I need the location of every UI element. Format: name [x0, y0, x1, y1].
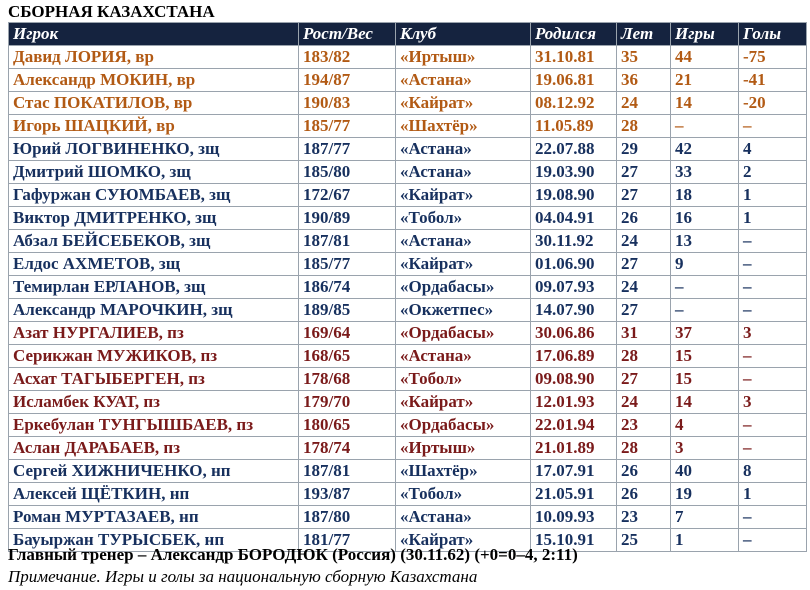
age-cell: 27 — [617, 368, 671, 391]
table-row — [9, 184, 807, 207]
birth-date-cell: 30.06.86 — [531, 322, 617, 345]
club-cell: «Кайрат» — [396, 529, 531, 552]
player-name-cell: Роман МУРТАЗАЕВ, нп — [9, 506, 299, 529]
player-name-cell: Гафуржан СУЮМБАЕВ, зщ — [9, 184, 299, 207]
height-weight-cell: 185/77 — [299, 253, 396, 276]
player-name-cell: Виктор ДМИТРЕНКО, зщ — [9, 207, 299, 230]
player-name-cell: Бауыржан ТУРЫСБЕК, нп — [9, 529, 299, 552]
age-cell: 27 — [617, 253, 671, 276]
height-weight-cell: 187/77 — [299, 138, 396, 161]
games-cell: 14 — [671, 391, 739, 414]
height-weight-cell: 185/77 — [299, 115, 396, 138]
birth-date-cell: 14.07.90 — [531, 299, 617, 322]
birth-date-cell: 31.10.81 — [531, 46, 617, 69]
table-row — [9, 230, 807, 253]
age-cell: 24 — [617, 92, 671, 115]
player-name-cell: Асхат ТАГЫБЕРГЕН, пз — [9, 368, 299, 391]
footnote: Примечание. Игры и голы за национальную сборную Казахстана — [8, 567, 478, 586]
player-name-cell: Стас ПОКАТИЛОВ, вр — [9, 92, 299, 115]
games-cell: 3 — [671, 437, 739, 460]
club-cell: «Астана» — [396, 345, 531, 368]
goals-cell: – — [739, 253, 807, 276]
height-weight-cell: 168/65 — [299, 345, 396, 368]
table-row — [9, 437, 807, 460]
height-weight-cell: 190/83 — [299, 92, 396, 115]
club-cell: «Иртыш» — [396, 46, 531, 69]
height-weight-cell: 179/70 — [299, 391, 396, 414]
birth-date-cell: 19.03.90 — [531, 161, 617, 184]
player-name-cell: Игорь ШАЦКИЙ, вр — [9, 115, 299, 138]
games-cell: 21 — [671, 69, 739, 92]
games-cell: 15 — [671, 345, 739, 368]
goals-cell: – — [739, 276, 807, 299]
table-row — [9, 483, 807, 506]
player-name-cell: Александр МОКИН, вр — [9, 69, 299, 92]
games-cell: – — [671, 276, 739, 299]
table-row — [9, 322, 807, 345]
age-cell: 23 — [617, 506, 671, 529]
table-row — [9, 368, 807, 391]
goals-cell: -20 — [739, 92, 807, 115]
games-cell: 9 — [671, 253, 739, 276]
birth-date-cell: 10.09.93 — [531, 506, 617, 529]
age-cell: 26 — [617, 207, 671, 230]
goals-cell: – — [739, 299, 807, 322]
header-club: Клуб — [396, 23, 531, 46]
birth-date-cell: 30.11.92 — [531, 230, 617, 253]
age-cell: 24 — [617, 391, 671, 414]
table-row — [9, 69, 807, 92]
birth-date-cell: 09.08.90 — [531, 368, 617, 391]
player-name-cell: Давид ЛОРИЯ, вр — [9, 46, 299, 69]
club-cell: «Тобол» — [396, 207, 531, 230]
table-row — [9, 253, 807, 276]
birth-date-cell: 22.01.94 — [531, 414, 617, 437]
table-header-row — [9, 23, 807, 46]
age-cell: 29 — [617, 138, 671, 161]
height-weight-cell: 172/67 — [299, 184, 396, 207]
goals-cell: 2 — [739, 161, 807, 184]
age-cell: 31 — [617, 322, 671, 345]
club-cell: «Иртыш» — [396, 437, 531, 460]
player-name-cell: Дмитрий ШОМКО, зщ — [9, 161, 299, 184]
birth-date-cell: 22.07.88 — [531, 138, 617, 161]
page-title: СБОРНАЯ КАЗАХСТАНА — [8, 2, 215, 21]
player-name-cell: Темирлан ЕРЛАНОВ, зщ — [9, 276, 299, 299]
birth-date-cell: 04.04.91 — [531, 207, 617, 230]
height-weight-cell: 178/74 — [299, 437, 396, 460]
age-cell: 28 — [617, 345, 671, 368]
club-cell: «Шахтёр» — [396, 115, 531, 138]
height-weight-cell: 181/77 — [299, 529, 396, 552]
games-cell: 18 — [671, 184, 739, 207]
club-cell: «Астана» — [396, 138, 531, 161]
table-row — [9, 161, 807, 184]
age-cell: 27 — [617, 299, 671, 322]
header-player: Игрок — [9, 23, 299, 46]
birth-date-cell: 15.10.91 — [531, 529, 617, 552]
table-row — [9, 345, 807, 368]
table-row — [9, 207, 807, 230]
goals-cell: 1 — [739, 184, 807, 207]
club-cell: «Астана» — [396, 69, 531, 92]
table-body — [9, 46, 807, 552]
goals-cell: – — [739, 529, 807, 552]
height-weight-cell: 190/89 — [299, 207, 396, 230]
games-cell: 4 — [671, 414, 739, 437]
goals-cell: 8 — [739, 460, 807, 483]
table-row — [9, 115, 807, 138]
games-cell: 44 — [671, 46, 739, 69]
club-cell: «Шахтёр» — [396, 460, 531, 483]
height-weight-cell: 194/87 — [299, 69, 396, 92]
height-weight-cell: 187/80 — [299, 506, 396, 529]
age-cell: 36 — [617, 69, 671, 92]
goals-cell: -75 — [739, 46, 807, 69]
table-row — [9, 391, 807, 414]
player-name-cell: Аслан ДАРАБАЕВ, пз — [9, 437, 299, 460]
games-cell: 40 — [671, 460, 739, 483]
player-name-cell: Серикжан МУЖИКОВ, пз — [9, 345, 299, 368]
age-cell: 27 — [617, 161, 671, 184]
goals-cell: – — [739, 506, 807, 529]
header-goals: Голы — [739, 23, 807, 46]
club-cell: «Ордабасы» — [396, 322, 531, 345]
games-cell: 14 — [671, 92, 739, 115]
age-cell: 23 — [617, 414, 671, 437]
height-weight-cell: 187/81 — [299, 230, 396, 253]
games-cell: 33 — [671, 161, 739, 184]
player-name-cell: Елдос АХМЕТОВ, зщ — [9, 253, 299, 276]
player-name-cell: Александр МАРОЧКИН, зщ — [9, 299, 299, 322]
player-name-cell: Еркебулан ТУНГЫШБАЕВ, пз — [9, 414, 299, 437]
player-name-cell: Сергей ХИЖНИЧЕНКО, нп — [9, 460, 299, 483]
goals-cell: 3 — [739, 391, 807, 414]
birth-date-cell: 01.06.90 — [531, 253, 617, 276]
height-weight-cell: 180/65 — [299, 414, 396, 437]
club-cell: «Астана» — [396, 161, 531, 184]
birth-date-cell: 09.07.93 — [531, 276, 617, 299]
age-cell: 27 — [617, 184, 671, 207]
table-row — [9, 299, 807, 322]
table-row — [9, 460, 807, 483]
games-cell: 1 — [671, 529, 739, 552]
goals-cell: 4 — [739, 138, 807, 161]
table-row — [9, 414, 807, 437]
goals-cell: – — [739, 345, 807, 368]
age-cell: 28 — [617, 115, 671, 138]
games-cell: 19 — [671, 483, 739, 506]
header-height-weight: Рост/Вес — [299, 23, 396, 46]
games-cell: 16 — [671, 207, 739, 230]
goals-cell: – — [739, 115, 807, 138]
birth-date-cell: 21.01.89 — [531, 437, 617, 460]
player-name-cell: Абзал БЕЙСЕБЕКОВ, зщ — [9, 230, 299, 253]
club-cell: «Тобол» — [396, 368, 531, 391]
squad-table — [8, 22, 807, 552]
games-cell: 37 — [671, 322, 739, 345]
games-cell: 42 — [671, 138, 739, 161]
table-row — [9, 46, 807, 69]
club-cell: «Ордабасы» — [396, 276, 531, 299]
header-born: Родился — [531, 23, 617, 46]
table-row — [9, 276, 807, 299]
games-cell: – — [671, 299, 739, 322]
goals-cell: -41 — [739, 69, 807, 92]
birth-date-cell: 17.07.91 — [531, 460, 617, 483]
birth-date-cell: 19.06.81 — [531, 69, 617, 92]
club-cell: «Кайрат» — [396, 391, 531, 414]
goals-cell: 3 — [739, 322, 807, 345]
club-cell: «Ордабасы» — [396, 414, 531, 437]
birth-date-cell: 17.06.89 — [531, 345, 617, 368]
club-cell: «Кайрат» — [396, 253, 531, 276]
player-name-cell: Исламбек КУАТ, пз — [9, 391, 299, 414]
header-age: Лет — [617, 23, 671, 46]
club-cell: «Тобол» — [396, 483, 531, 506]
table-row — [9, 92, 807, 115]
height-weight-cell: 186/74 — [299, 276, 396, 299]
height-weight-cell: 185/80 — [299, 161, 396, 184]
games-cell: 7 — [671, 506, 739, 529]
player-name-cell: Юрий ЛОГВИНЕНКО, зщ — [9, 138, 299, 161]
age-cell: 24 — [617, 276, 671, 299]
goals-cell: – — [739, 368, 807, 391]
goals-cell: – — [739, 437, 807, 460]
games-cell: 15 — [671, 368, 739, 391]
table-row — [9, 506, 807, 529]
goals-cell: 1 — [739, 207, 807, 230]
height-weight-cell: 187/81 — [299, 460, 396, 483]
header-games: Игры — [671, 23, 739, 46]
player-name-cell: Азат НУРГАЛИЕВ, пз — [9, 322, 299, 345]
games-cell: – — [671, 115, 739, 138]
player-name-cell: Алексей ЩЁТКИН, нп — [9, 483, 299, 506]
club-cell: «Кайрат» — [396, 184, 531, 207]
birth-date-cell: 19.08.90 — [531, 184, 617, 207]
birth-date-cell: 21.05.91 — [531, 483, 617, 506]
club-cell: «Кайрат» — [396, 92, 531, 115]
birth-date-cell: 12.01.93 — [531, 391, 617, 414]
games-cell: 13 — [671, 230, 739, 253]
height-weight-cell: 183/82 — [299, 46, 396, 69]
club-cell: «Астана» — [396, 506, 531, 529]
goals-cell: – — [739, 414, 807, 437]
birth-date-cell: 11.05.89 — [531, 115, 617, 138]
age-cell: 26 — [617, 483, 671, 506]
table-row — [9, 138, 807, 161]
age-cell: 28 — [617, 437, 671, 460]
goals-cell: 1 — [739, 483, 807, 506]
age-cell: 26 — [617, 460, 671, 483]
club-cell: «Окжетпес» — [396, 299, 531, 322]
height-weight-cell: 178/68 — [299, 368, 396, 391]
head-coach: Главный тренер – Александр БОРОДЮК (Россия) (30.11.62) (+0=0–4, 2:11) — [8, 545, 578, 564]
age-cell: 25 — [617, 529, 671, 552]
age-cell: 35 — [617, 46, 671, 69]
height-weight-cell: 189/85 — [299, 299, 396, 322]
club-cell: «Астана» — [396, 230, 531, 253]
goals-cell: – — [739, 230, 807, 253]
age-cell: 24 — [617, 230, 671, 253]
height-weight-cell: 169/64 — [299, 322, 396, 345]
birth-date-cell: 08.12.92 — [531, 92, 617, 115]
height-weight-cell: 193/87 — [299, 483, 396, 506]
